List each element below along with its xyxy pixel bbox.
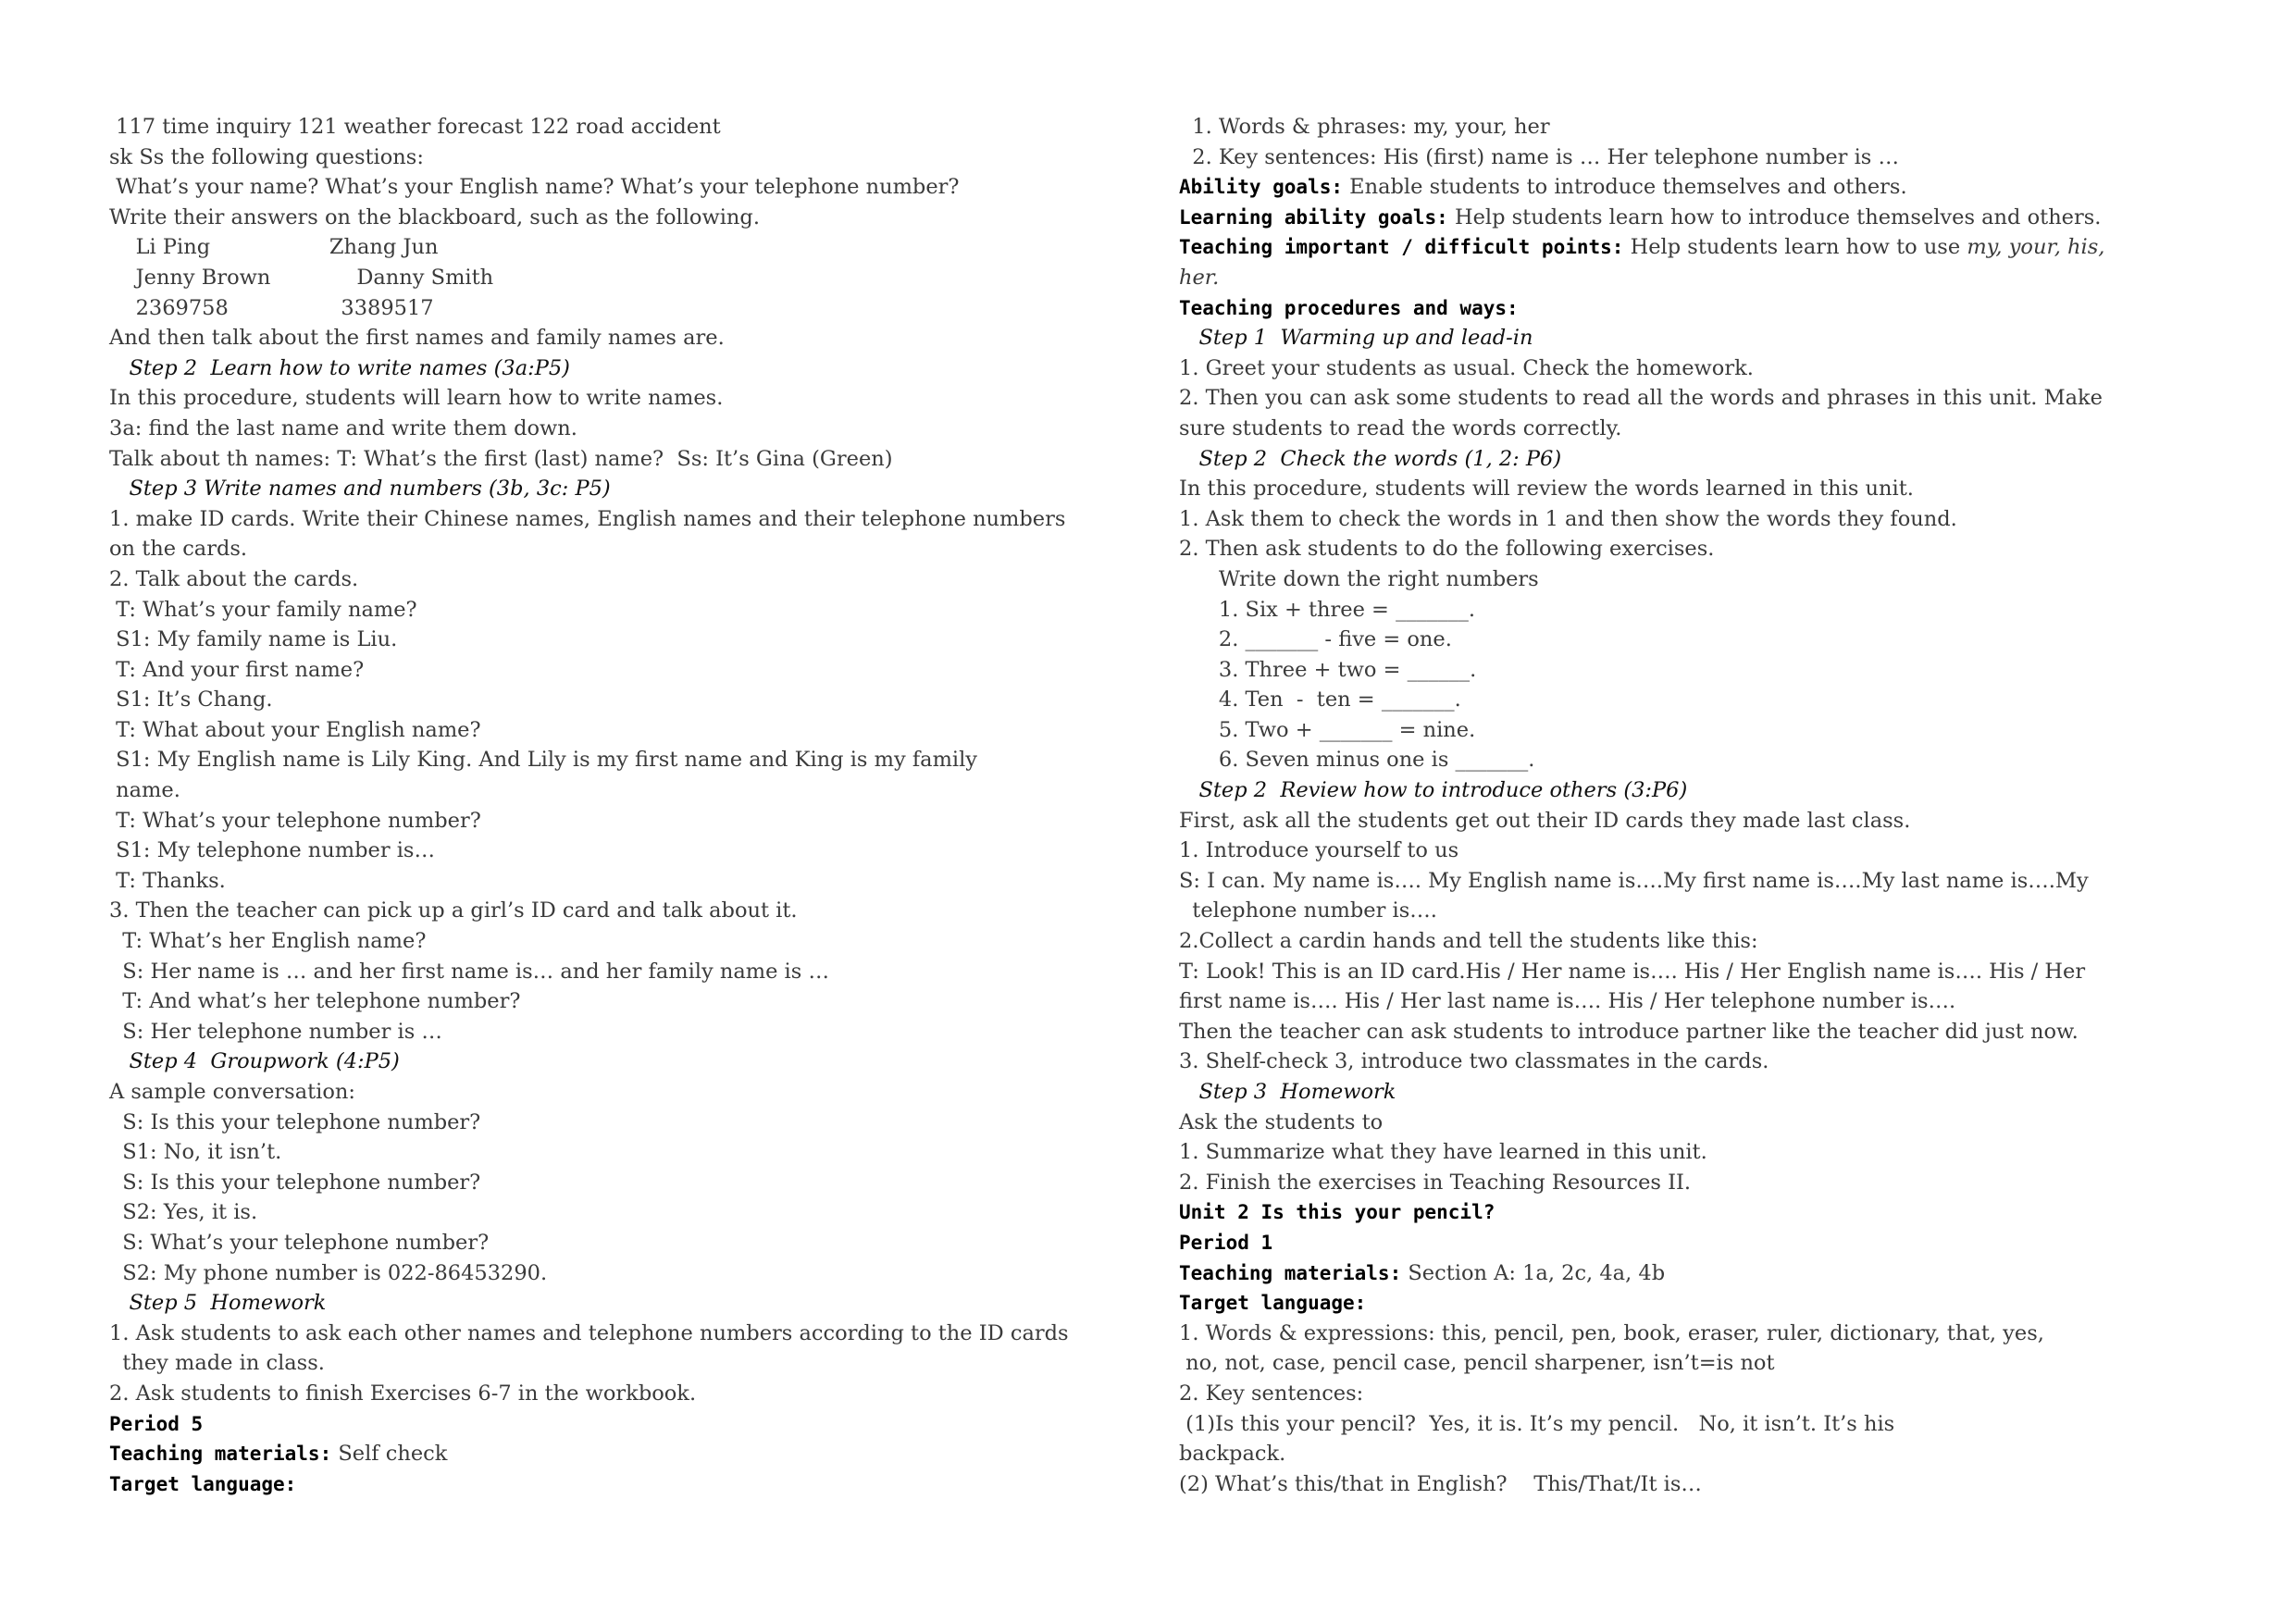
- text-line: [1179, 806, 2206, 836]
- line-text: S: What’s your telephone number?: [109, 1230, 490, 1255]
- line-text: What’s your name? What’s your English name? What’s your telephone number?: [109, 175, 960, 200]
- line-text: 1. Introduce yourself to us: [1179, 838, 1459, 863]
- text-line: [1179, 504, 2206, 535]
- line-rest: Help students learn how to use: [1623, 235, 1967, 260]
- line-text: sure students to read the words correctly.: [1179, 415, 1622, 440]
- section-label: [109, 1469, 1136, 1500]
- text-line: [109, 1228, 1136, 1258]
- text-line: [1179, 414, 2206, 444]
- text-line: [1179, 1409, 2206, 1440]
- line-text: Step 3 Homework: [1179, 1080, 1396, 1104]
- step-heading: [1179, 1077, 2206, 1108]
- text-line: [1179, 595, 2206, 626]
- text-line: [109, 685, 1136, 715]
- text-line: [109, 142, 1136, 173]
- line-text: they made in class.: [109, 1351, 325, 1376]
- line-text: T: Look! This is an ID card.His / Her name is…. His / Her English name is…. His / Her: [1179, 959, 2086, 984]
- text-line: [109, 534, 1136, 564]
- text-line: [1179, 1319, 2206, 1349]
- line-text: 4. Ten - ten = _______.: [1179, 688, 1461, 712]
- line-text: 2. Key sentences: His (first) name is … Her telephone number is …: [1179, 144, 1899, 169]
- line-text: backpack.: [1179, 1442, 1286, 1467]
- text-line: [109, 836, 1136, 866]
- step-heading: [109, 1047, 1136, 1077]
- text-line: [109, 172, 1136, 203]
- line-text: T: Thanks.: [109, 868, 226, 893]
- text-line: [1179, 1017, 2206, 1047]
- line-text: S: Her telephone number is …: [109, 1019, 442, 1044]
- section-label: [1179, 1258, 2206, 1289]
- text-line: [109, 715, 1136, 746]
- text-line: [1179, 986, 2206, 1017]
- text-line: [1179, 1469, 2206, 1500]
- line-text: 2. Key sentences:: [1179, 1381, 1364, 1406]
- text-line: [109, 806, 1136, 836]
- text-line: [1179, 564, 2206, 595]
- line-text: 6. Seven minus one is _______.: [1179, 748, 1535, 773]
- line-text: 1. Words & phrases: my, your, her: [1179, 115, 1550, 139]
- text-line: [1179, 1108, 2206, 1138]
- line-text: T: And what’s her telephone number?: [109, 989, 521, 1014]
- text-line: [109, 1168, 1136, 1198]
- right-column: [1179, 112, 2206, 1499]
- text-line: [1179, 1137, 2206, 1168]
- line-text: Ability goals:: [1179, 176, 1344, 199]
- line-text: first name is…. His / Her last name is…. His / Her telephone number is….: [1179, 989, 1956, 1014]
- line-text: (1)Is this your pencil? Yes, it is. It’s my pencil. No, it isn’t. It’s his: [1179, 1411, 1895, 1436]
- line-text: Step 2 Learn how to write names (3a:P5): [109, 355, 570, 380]
- section-label: [1179, 1288, 2206, 1319]
- line-text: 1. Ask students to ask each other names and telephone numbers according to the ID cards: [109, 1320, 1069, 1345]
- line-text: S1: No, it isn’t.: [109, 1140, 282, 1165]
- text-line: [109, 595, 1136, 626]
- line-text: T: And your first name?: [109, 657, 365, 682]
- section-label: [1179, 203, 2206, 233]
- line-text: telephone number is….: [1179, 898, 1437, 923]
- text-line: [1179, 926, 2206, 957]
- section-label: [1179, 1228, 2206, 1258]
- line-text: 5. Two + _______ = nine.: [1179, 717, 1476, 742]
- text-line: [1179, 1439, 2206, 1469]
- line-text: Step 2 Check the words (1, 2: P6): [1179, 446, 1562, 471]
- line-text: Step 4 Groupwork (4:P5): [109, 1049, 400, 1074]
- line-text: Teaching procedures and ways:: [1179, 296, 1519, 319]
- line-text: 2. Then ask students to do the following exercises.: [1179, 537, 1715, 562]
- section-label: [1179, 1197, 2206, 1228]
- text-line: [109, 232, 1136, 263]
- line-text: S: I can. My name is…. My English name is….My first name is….My last name is….My: [1179, 868, 2089, 893]
- step-heading: [109, 1288, 1136, 1319]
- section-label: [1179, 232, 2206, 263]
- text-line: [109, 414, 1136, 444]
- line-text: 117 time inquiry 121 weather forecast 122 road accident: [109, 115, 721, 139]
- line-text: 2.Collect a cardin hands and tell the students like this:: [1179, 929, 1758, 954]
- line-text: her.: [1179, 265, 1220, 290]
- line-text: In this procedure, students will learn how to write names.: [109, 386, 724, 411]
- text-line: [1179, 685, 2206, 715]
- line-text: S1: My English name is Lily King. And Lily is my first name and King is my family: [109, 748, 978, 773]
- line-text: no, not, case, pencil case, pencil sharpener, isn’t=is not: [1179, 1351, 1775, 1376]
- text-line: [1179, 745, 2206, 775]
- line-text: In this procedure, students will review the words learned in this unit.: [1179, 477, 1914, 502]
- line-text: 1. Six + three = _______.: [1179, 597, 1475, 622]
- line-text: 2. _______ - five = one.: [1179, 627, 1452, 652]
- text-line: [109, 112, 1136, 142]
- text-line: [109, 896, 1136, 926]
- line-text: Jenny Brown Danny Smith: [109, 265, 494, 290]
- text-line: [109, 504, 1136, 535]
- text-line: [109, 383, 1136, 414]
- line-text: 1. Words & expressions: this, pencil, pen, book, eraser, ruler, dictionary, that, yes,: [1179, 1320, 2044, 1345]
- text-line: [109, 1017, 1136, 1047]
- section-label: [109, 1409, 1136, 1440]
- line-text: T: What’s her English name?: [109, 929, 427, 954]
- text-line: [1179, 383, 2206, 414]
- line-text: Period 5: [109, 1412, 204, 1435]
- line-italic: my, your, his,: [1967, 235, 2105, 260]
- text-line: [109, 1077, 1136, 1108]
- line-text: Write down the right numbers: [1179, 566, 1539, 591]
- line-text: on the cards.: [109, 537, 248, 562]
- line-text: First, ask all the students get out their ID cards they made last class.: [1179, 808, 1911, 833]
- line-text: name.: [109, 778, 180, 803]
- line-text: 2. Talk about the cards.: [109, 566, 359, 591]
- text-line: [109, 564, 1136, 595]
- text-line: [1179, 715, 2206, 746]
- line-rest: Enable students to introduce themselves and others.: [1343, 175, 1907, 200]
- line-text: T: What about your English name?: [109, 717, 481, 742]
- line-text: S: Is this your telephone number?: [109, 1109, 481, 1134]
- line-text: Target language:: [1179, 1292, 1367, 1315]
- step-heading: [1179, 775, 2206, 806]
- line-text: Li Ping Zhang Jun: [109, 235, 439, 260]
- line-text: 2. Ask students to finish Exercises 6-7 in the workbook.: [109, 1381, 697, 1406]
- line-text: 3a: find the last name and write them down.: [109, 415, 577, 440]
- section-label: [1179, 293, 2206, 324]
- line-text: T: What’s your family name?: [109, 597, 417, 622]
- text-line: [109, 866, 1136, 897]
- line-text: Step 1 Warming up and lead-in: [1179, 326, 1533, 351]
- line-text: S: Her name is … and her first name is… and her family name is …: [109, 959, 829, 984]
- line-text: S1: My family name is Liu.: [109, 627, 398, 652]
- text-line: [1179, 142, 2206, 173]
- text-line: [1179, 263, 2206, 293]
- text-line: [109, 1379, 1136, 1409]
- text-line: [1179, 474, 2206, 504]
- line-text: S1: My telephone number is…: [109, 838, 435, 863]
- line-text: T: What’s your telephone number?: [109, 808, 481, 833]
- text-line: [1179, 1047, 2206, 1077]
- line-text: sk Ss the following questions:: [109, 144, 424, 169]
- line-text: 2369758 3389517: [109, 295, 434, 320]
- line-rest: Self check: [331, 1442, 448, 1467]
- line-text: 2. Finish the exercises in Teaching Resources II.: [1179, 1170, 1692, 1195]
- text-line: [109, 444, 1136, 475]
- line-text: 1. Summarize what they have learned in this unit.: [1179, 1140, 1707, 1165]
- text-line: [109, 1319, 1136, 1349]
- line-text: Then the teacher can ask students to introduce partner like the teacher did just now.: [1179, 1019, 2079, 1044]
- step-heading: [109, 353, 1136, 384]
- text-line: [109, 655, 1136, 686]
- line-text: Learning ability goals:: [1179, 205, 1448, 229]
- text-line: [1179, 112, 2206, 142]
- line-text: Target language:: [109, 1472, 297, 1495]
- line-text: Teaching important / difficult points:: [1179, 236, 1624, 259]
- text-line: [1179, 353, 2206, 384]
- line-text: 1. make ID cards. Write their Chinese names, English names and their telephone numbers: [109, 506, 1066, 531]
- line-rest: Section A: 1a, 2c, 4a, 4b: [1401, 1260, 1666, 1285]
- line-text: (2) What’s this/that in English? This/That/It is…: [1179, 1471, 1702, 1496]
- line-text: 3. Shelf-check 3, introduce two classmates in the cards.: [1179, 1049, 1769, 1074]
- line-text: 3. Three + two = ______.: [1179, 657, 1477, 682]
- line-text: Talk about th names: T: What’s the first (last) name? Ss: It’s Gina (Green): [109, 446, 893, 471]
- line-text: And then talk about the first names and family names are.: [109, 326, 725, 351]
- line-text: S1: It’s Chang.: [109, 688, 273, 712]
- section-label: [109, 1439, 1136, 1469]
- step-heading: [1179, 323, 2206, 353]
- text-line: [109, 1258, 1136, 1289]
- line-text: 1. Ask them to check the words in 1 and then show the words they found.: [1179, 506, 1957, 531]
- text-line: [109, 1348, 1136, 1379]
- line-text: Teaching materials:: [1179, 1261, 1402, 1284]
- text-line: [109, 203, 1136, 233]
- text-line: [1179, 896, 2206, 926]
- text-line: [109, 1137, 1136, 1168]
- line-text: Ask the students to: [1179, 1109, 1384, 1134]
- line-text: A sample conversation:: [109, 1080, 356, 1104]
- line-text: Write their answers on the blackboard, such as the following.: [109, 204, 760, 229]
- text-line: [109, 1108, 1136, 1138]
- text-line: [1179, 1168, 2206, 1198]
- text-line: [109, 957, 1136, 987]
- text-line: [109, 293, 1136, 324]
- text-line: [1179, 534, 2206, 564]
- step-heading: [1179, 444, 2206, 475]
- line-text: Step 5 Homework: [109, 1291, 327, 1316]
- text-line: [109, 986, 1136, 1017]
- line-text: Teaching materials:: [109, 1443, 332, 1466]
- text-line: [1179, 836, 2206, 866]
- line-text: S: Is this your telephone number?: [109, 1170, 481, 1195]
- line-rest: Help students learn how to introduce themselves and others.: [1447, 204, 2102, 229]
- text-line: [1179, 957, 2206, 987]
- line-text: 2. Then you can ask some students to read all the words and phrases in this unit. Make: [1179, 386, 2103, 411]
- text-line: [109, 1197, 1136, 1228]
- text-line: [1179, 1348, 2206, 1379]
- left-column: [109, 112, 1136, 1499]
- text-line: [109, 775, 1136, 806]
- text-line: [1179, 625, 2206, 655]
- line-text: Unit 2 Is this your pencil?: [1179, 1201, 1496, 1224]
- line-text: S2: Yes, it is.: [109, 1200, 258, 1225]
- line-text: Step 3 Write names and numbers (3b, 3c: P5): [109, 477, 611, 502]
- text-line: [109, 745, 1136, 775]
- section-label: [1179, 172, 2206, 203]
- text-line: [109, 323, 1136, 353]
- step-heading: [109, 474, 1136, 504]
- text-line: [109, 625, 1136, 655]
- line-text: S2: My phone number is 022-86453290.: [109, 1260, 548, 1285]
- text-line: [1179, 655, 2206, 686]
- text-line: [1179, 866, 2206, 897]
- line-text: Period 1: [1179, 1231, 1273, 1254]
- line-text: Step 2 Review how to introduce others (3:P6): [1179, 778, 1688, 803]
- line-text: 1. Greet your students as usual. Check the homework.: [1179, 355, 1754, 380]
- line-text: 3. Then the teacher can pick up a girl’s ID card and talk about it.: [109, 898, 798, 923]
- text-line: [1179, 1379, 2206, 1409]
- text-line: [109, 926, 1136, 957]
- text-line: [109, 263, 1136, 293]
